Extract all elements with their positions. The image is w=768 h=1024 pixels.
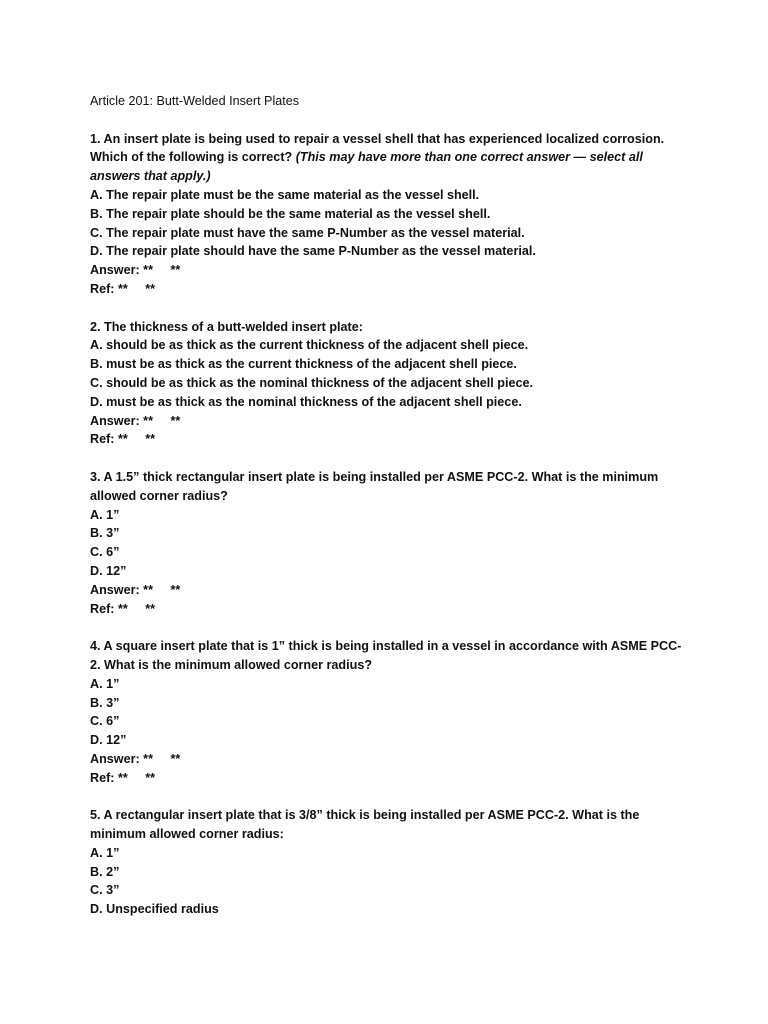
answer-option-a: A. 1” [90, 676, 120, 691]
reference-field: Ref: ** ** [90, 432, 156, 447]
answer-option-c: C. The repair plate must have the same P-Number as the vessel material. [90, 225, 525, 240]
answer-option-c: C. 3” [90, 883, 120, 898]
answer-option-b: B. 3” [90, 695, 120, 710]
answer-field: Answer: ** ** [90, 263, 181, 278]
question-3 [90, 468, 690, 618]
question-2 [90, 318, 690, 450]
answer-option-a: A. 1” [90, 845, 120, 860]
answer-option-b: B. 3” [90, 526, 120, 541]
reference-field: Ref: ** ** [90, 601, 156, 616]
answer-option-c: C. 6” [90, 545, 120, 560]
document-content [90, 92, 690, 938]
question-4 [90, 637, 690, 787]
question-text: 5. A rectangular insert plate that is 3/8” thick is being installed per ASME PCC-2. What is the minimum allowed corner radius: [90, 808, 643, 842]
question-1 [90, 130, 690, 299]
question-note: (This may have more than one correct answer — select all answers that apply.) [90, 150, 643, 184]
answer-option-d: D. 12” [90, 563, 127, 578]
answer-option-d: D. Unspecified radius [90, 902, 219, 917]
answer-option-d: D. The repair plate should have the same P-Number as the vessel material. [90, 244, 536, 259]
reference-field: Ref: ** ** [90, 770, 156, 785]
answer-option-d: D. 12” [90, 733, 127, 748]
question-text: 2. The thickness of a butt-welded insert plate: [90, 319, 363, 334]
answer-field: Answer: ** ** [90, 582, 181, 597]
answer-option-a: A. should be as thick as the current thickness of the adjacent shell piece. [90, 338, 529, 353]
page-title: Article 201: Butt-Welded Insert Plates [90, 94, 300, 108]
answer-field: Answer: ** ** [90, 751, 181, 766]
answer-option-a: A. 1” [90, 507, 120, 522]
answer-option-c: C. should be as thick as the nominal thickness of the adjacent shell piece. [90, 375, 534, 390]
answer-field: Answer: ** ** [90, 413, 181, 428]
question-text: 3. A 1.5” thick rectangular insert plate is being installed per ASME PCC-2. What is the minimum allowed corner radius? [90, 469, 662, 503]
question-prompt [90, 130, 690, 186]
reference-field: Ref: ** ** [90, 281, 156, 296]
question-text: 1. An insert plate is being used to repair a vessel shell that has experienced localized corrosion. Which of the following is correct? [90, 131, 665, 165]
question-text: 4. A square insert plate that is 1” thick is being installed in a vessel in accordance with ASME PCC-2. What is the minimum allowed corner radius? [90, 639, 682, 672]
answer-option-d: D. must be as thick as the nominal thickness of the adjacent shell piece. [90, 394, 522, 409]
answer-option-b: B. must be as thick as the current thickness of the adjacent shell piece. [90, 357, 517, 372]
question-5 [90, 806, 690, 919]
answer-option-b: B. 2” [90, 864, 120, 879]
answer-option-a: A. The repair plate must be the same material as the vessel shell. [90, 187, 480, 202]
answer-option-c: C. 6” [90, 714, 120, 729]
answer-option-b: B. The repair plate should be the same material as the vessel shell. [90, 206, 491, 221]
